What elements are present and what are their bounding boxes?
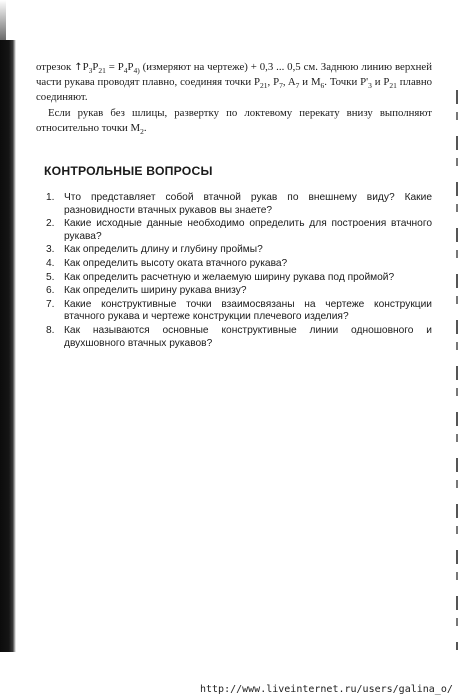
subscript: 3 [368, 81, 372, 91]
text-run: = P [105, 61, 124, 73]
subscript: 3 [88, 66, 93, 76]
question-text: Как определить длину и глубину проймы? [64, 244, 263, 256]
question-item [46, 285, 432, 298]
subscript: 21 [98, 66, 106, 76]
question-number: 5. [46, 271, 55, 283]
question-text: Как определить высоту оката втачного рукава? [64, 257, 288, 269]
question-item [46, 244, 432, 257]
question-item [46, 272, 432, 285]
text-run: P [92, 61, 99, 73]
question-text: Какие конструктивные точки взаимосвязаны на чертеже конструкции втачного рукава и чертеже конструкции плечевого изделия? [64, 298, 432, 323]
text-run: P [82, 61, 89, 73]
subscript: 4) [133, 66, 140, 76]
question-number: 6. [46, 285, 55, 297]
question-text: Как называются основные конструктивные линии одношовного и двухшовного втачных рукавов? [64, 324, 432, 349]
paragraph-construction [36, 60, 432, 105]
text-run: плавно соединяют. [36, 76, 433, 103]
scan-shadow-left [0, 40, 16, 652]
text-run: Если рукав без шлицы, развертку по локтевому перекату внизу выполняют относительно точки M [36, 107, 432, 134]
scan-edge-right [456, 90, 458, 650]
document-page [36, 60, 432, 351]
question-text: Какие исходные данные необходимо определить для построения втачного рукава? [64, 218, 432, 242]
question-text: Как определить ширину рукава внизу? [64, 285, 247, 297]
subscript: 2 [140, 127, 144, 137]
text-run: , A [282, 76, 296, 88]
text-run: P [127, 61, 134, 73]
subscript: 21 [389, 81, 397, 91]
text-run: . [143, 122, 147, 134]
text-run: отрезок [36, 61, 75, 73]
question-number: 3. [46, 244, 55, 256]
question-number: 1. [46, 192, 55, 203]
question-item [46, 218, 432, 243]
subscript: 6 [320, 81, 325, 91]
text-run: и M [299, 76, 321, 88]
question-number: 7. [46, 298, 55, 310]
question-item [46, 325, 432, 350]
paragraph-sleeve-note [36, 106, 432, 136]
question-item [46, 258, 432, 271]
question-item [46, 299, 432, 324]
question-text: Что представляет собой втачной рукав по внешнему виду? Какие разновидности втачных рукавов вы знаете? [64, 192, 432, 216]
question-number: 8. [46, 324, 55, 336]
subscript: 21 [260, 81, 268, 91]
question-item [46, 192, 432, 217]
text-run: , P [267, 76, 280, 88]
text-run: и P [371, 76, 390, 88]
questions-list [36, 192, 432, 350]
question-text: Как определить расчетную и желаемую ширину рукава под проймой? [64, 271, 395, 283]
subscript: 4 [123, 66, 128, 76]
section-heading: КОНТРОЛЬНЫЕ ВОПРОСЫ [44, 164, 213, 178]
text-run: . Точки P' [324, 76, 369, 88]
source-watermark: http://www.liveinternet.ru/users/galina_o/ [200, 684, 453, 695]
subscript: 7 [295, 81, 300, 91]
question-number: 2. [46, 218, 55, 230]
text-run: (измеряют на чертеже) + 0,3 ... 0,5 см. Заднюю линию верхней части рукава проводят плавно, соединяя точки P [36, 61, 432, 88]
arrow-up-icon: ↑ [74, 62, 83, 73]
subscript: 7 [279, 81, 283, 91]
question-number: 4. [46, 257, 55, 269]
